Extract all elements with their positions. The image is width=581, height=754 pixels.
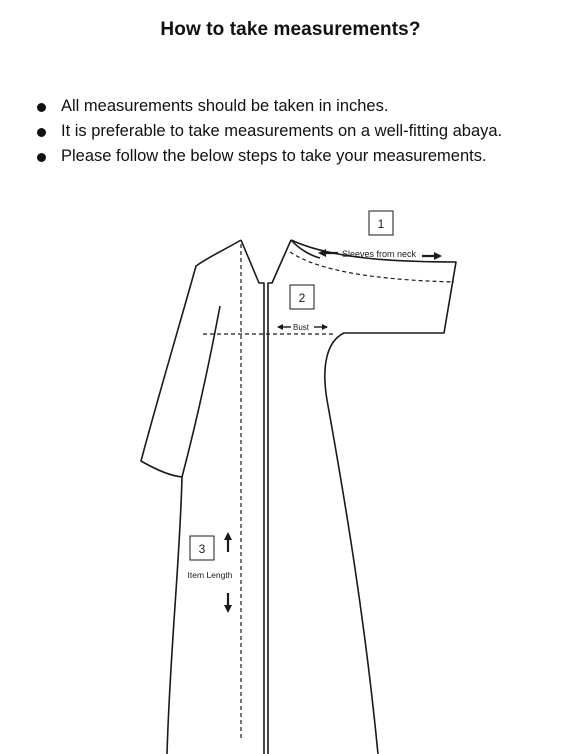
sleeve-label: Sleeves from neck [342,249,417,259]
step-2-marker [290,285,314,309]
length-label: Item Length [187,570,233,580]
left-sleeve-outline [141,240,241,754]
bust-label: Bust [293,323,310,332]
step-3-marker [190,536,214,560]
right-collar [268,240,291,754]
step-1-number: 1 [377,217,385,231]
measurement-guides [203,244,454,740]
page-title: How to take measurements? [160,19,421,40]
right-sleeve-outline [291,240,456,754]
step-1-marker [369,211,393,235]
instruction-text: It is preferable to take measurements on a well-fitting abaya. [61,122,503,140]
left-collar [241,240,264,754]
left-sleeve-fold [182,306,220,477]
instruction-text: Please follow the below steps to take your measurements. [61,147,487,165]
instruction-text: All measurements should be taken in inches. [61,97,389,115]
sleeve-label-group [320,249,440,259]
step-2-number: 2 [298,291,306,305]
step-3-number: 3 [198,542,206,556]
bust-label-group [278,323,327,332]
abaya-outline [141,240,456,754]
